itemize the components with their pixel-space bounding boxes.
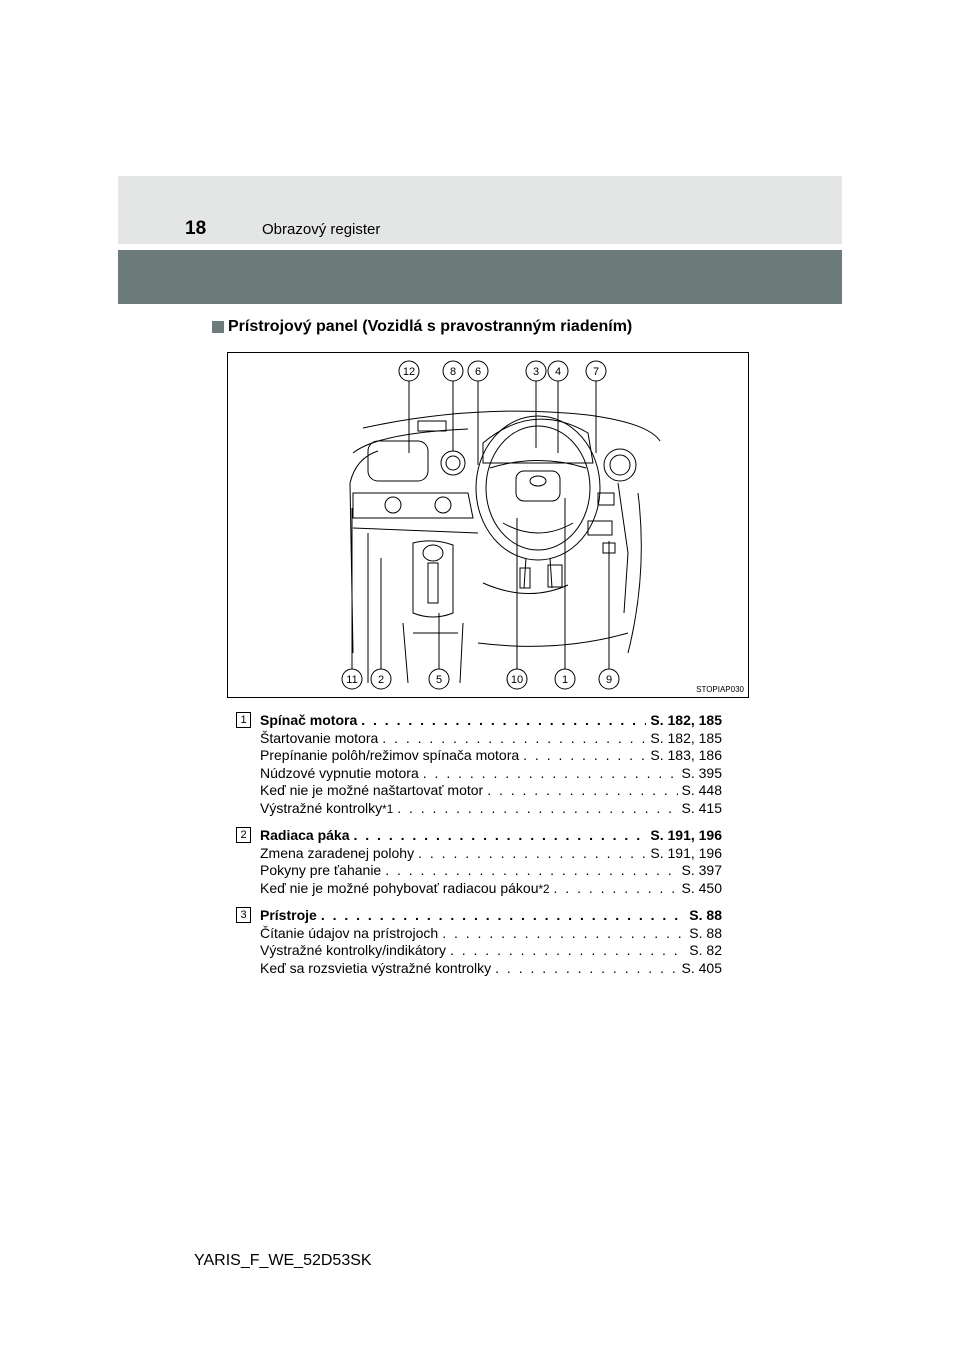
entry-item-text: Keď nie je možné pohybovať radiacou pákou	[260, 879, 539, 896]
entry-item-text: Čítanie údajov na prístrojoch	[260, 924, 439, 941]
header-band	[118, 176, 842, 244]
entry-item-row	[236, 730, 722, 748]
entry-item-page[interactable]: S. 191, 196	[650, 844, 722, 861]
entry-item-page[interactable]: S. 405	[681, 959, 722, 976]
entry-title: Spínač motora	[260, 712, 358, 728]
callout-10: 10	[510, 674, 524, 686]
entry-item-page[interactable]: S. 450	[681, 879, 722, 896]
callout-7: 7	[592, 366, 600, 378]
entry-item-text: Pokyny pre ťahanie	[260, 862, 382, 878]
callout-12: 12	[402, 366, 416, 378]
display-screen	[368, 441, 428, 481]
callout-4: 4	[554, 366, 562, 378]
page-number: 18	[185, 218, 207, 239]
figure-code: STOPIAP030	[696, 685, 744, 694]
index-entry	[236, 712, 722, 818]
entry-item-page[interactable]: S. 448	[681, 782, 722, 798]
entry-page[interactable]: S. 191, 196	[650, 827, 722, 843]
entry-item-text: Výstražné kontrolky/indikátory	[260, 942, 446, 958]
footnote-marker: *1	[382, 802, 394, 816]
entry-item-row	[236, 845, 722, 863]
instrument-panel-figure	[227, 352, 749, 698]
callout-2: 2	[377, 674, 385, 686]
entry-number-badge: 2	[236, 827, 251, 843]
entry-item-page[interactable]: S. 395	[681, 764, 722, 781]
callout-8: 8	[449, 366, 457, 378]
entry-item-text: Prepínanie polôh/režimov spínača motora	[260, 747, 520, 763]
entry-item-text: Keď nie je možné naštartovať motor	[260, 782, 484, 798]
entry-item-page[interactable]: S. 183, 186	[650, 747, 722, 763]
right-vent	[604, 449, 636, 481]
bottom-callouts	[342, 669, 619, 689]
entry-item-text: Zmena zaradenej polohy	[260, 844, 415, 861]
entry-item-text: Výstražné kontrolky	[260, 799, 383, 816]
entry-item-text: Keď sa rozsvietia výstražné kontrolky	[260, 959, 492, 976]
section-heading	[212, 318, 632, 336]
entry-item-text: Núdzové vypnutie motora	[260, 764, 419, 781]
clock	[441, 451, 465, 475]
entry-item-page[interactable]: S. 82	[689, 942, 722, 958]
section-heading-text: Prístrojový panel (Vozidlá s pravostranným riadením)	[228, 318, 633, 335]
entry-number-badge: 1	[236, 712, 251, 728]
entry-item-row	[236, 800, 722, 819]
entry-item-page[interactable]: S. 397	[681, 862, 722, 878]
entry-title-row	[236, 712, 722, 730]
entry-item-row	[236, 747, 722, 765]
entry-item-row	[236, 880, 722, 899]
square-bullet-icon	[212, 321, 224, 333]
entry-title-row	[236, 907, 722, 925]
dashboard-illustration	[228, 353, 749, 698]
top-callouts	[399, 361, 606, 381]
footnote-marker: *2	[538, 882, 550, 896]
entry-item-page[interactable]: S. 182, 185	[650, 729, 722, 746]
entry-item-text: Štartovanie motora	[260, 729, 379, 746]
callout-5: 5	[435, 674, 443, 686]
entry-item-page[interactable]: S. 415	[681, 799, 722, 816]
entry-page[interactable]: S. 182, 185	[650, 712, 722, 728]
callout-6: 6	[474, 366, 482, 378]
callout-11: 11	[346, 674, 358, 686]
callout-1: 1	[561, 674, 569, 686]
entry-item-row	[236, 942, 722, 960]
steering-wheel	[476, 416, 600, 560]
index-entry	[236, 907, 722, 977]
entry-title: Radiaca páka	[260, 827, 350, 843]
section-title: Obrazový register	[262, 221, 381, 238]
entry-page[interactable]: S. 88	[689, 907, 722, 923]
entry-title-row	[236, 827, 722, 845]
callout-3: 3	[532, 366, 540, 378]
callout-9: 9	[605, 674, 613, 686]
document-code: YARIS_F_WE_52D53SK	[194, 1252, 372, 1269]
entry-item-row	[236, 925, 722, 943]
entry-item-row	[236, 960, 722, 978]
entry-item-row	[236, 782, 722, 800]
index-entry	[236, 827, 722, 898]
entry-item-page[interactable]: S. 88	[689, 924, 722, 941]
entry-item-row	[236, 862, 722, 880]
header-dark-band	[118, 250, 842, 304]
shifter-console	[413, 541, 453, 617]
entry-item-row	[236, 765, 722, 783]
entry-title: Prístroje	[260, 907, 317, 923]
entry-number-badge: 3	[236, 907, 251, 923]
